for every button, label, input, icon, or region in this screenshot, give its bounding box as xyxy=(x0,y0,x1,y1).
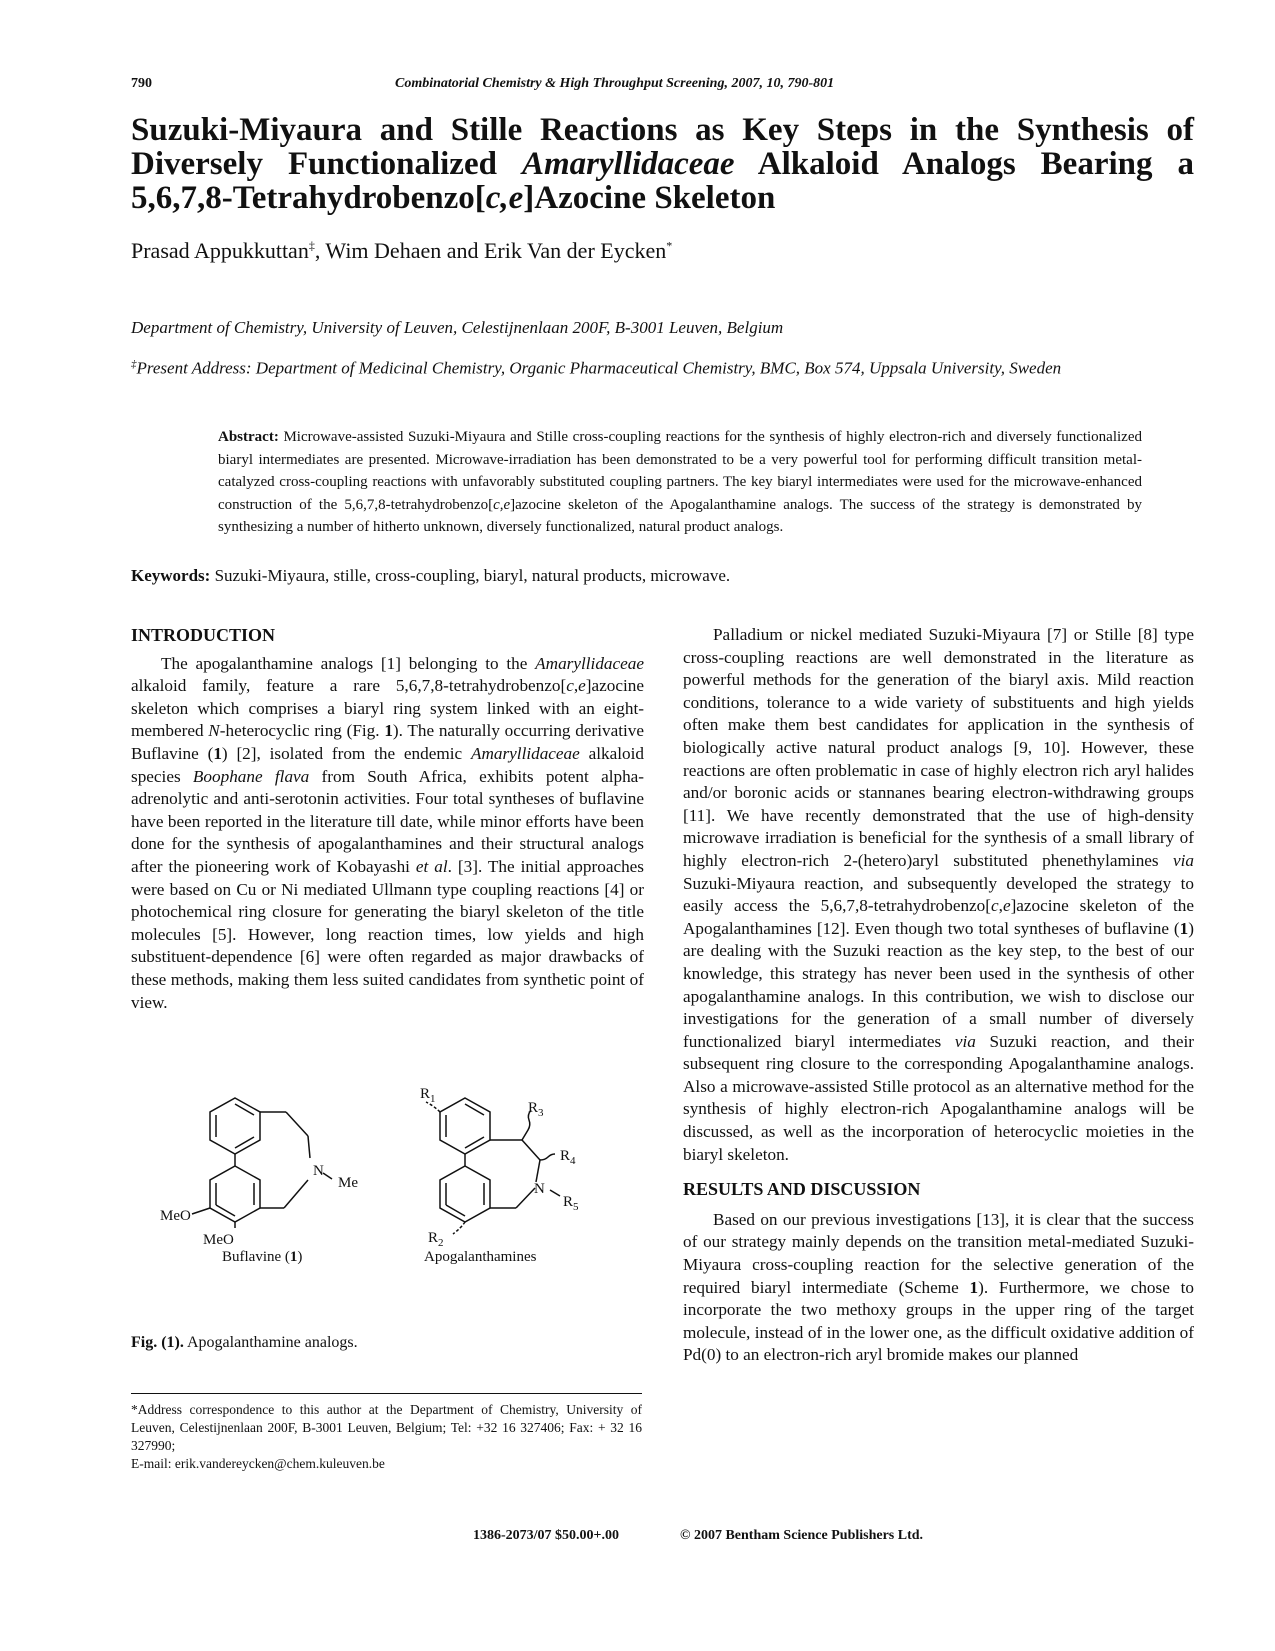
buflavine-structure xyxy=(192,1098,332,1228)
methoxy-label-2: MeO xyxy=(203,1232,234,1248)
apogalanthamines-label: Apogalanthamines xyxy=(424,1249,537,1265)
journal-citation: Combinatorial Chemistry & High Throughput Screening, 2007, 10, 790-801 xyxy=(395,76,835,91)
intro-paragraph: The apogalanthamine analogs [1] belonging to the Amaryllidaceae alkaloid family, feature a rare 5,6,7,8-tetrahydrobenzo[c,e]azocine skeleton which comprises a biaryl ring system linked with an eight-membered N-heterocyclic ring (Fig. 1). The naturally occurring derivative Buflavine (1) [2], isolated from the endemic Amaryllidaceae alkaloid species Boophane flava from South Africa, exhibits potent alpha-adrenolytic and anti-serotonin activities. Four total syntheses of buflavine have been reported in the literature till date, while minor efforts have been done for the synthesis of apogalanthamines and their structural analogs after the pioneering work of Kobayashi et al. [3]. The initial approaches were based on Cu or Ni mediated Ullmann type coupling reactions [4] or photochemical ring closure for generating the biaryl skeleton of the title molecules [5]. However, long reaction times, low yields and high substituent-dependence [6] were often regarded as major drawbacks of these methods, making them less suited candidates from synthetic point of view. xyxy=(131,653,645,1012)
correspondence-footnote: *Address correspondence to this author at the Department of Chemistry, University of Leuven, Celestijnenlaan 200F, B-3001 Leuven, Belgium; Tel: +32 16 327406; Fax: + 32 16 327990; E-mail: erik.vandereycken@chem.kuleuven.be xyxy=(131,1402,642,1471)
page-number: 790 xyxy=(131,76,152,91)
abstract: Abstract: Microwave-assisted Suzuki-Miyaura and Stille cross-coupling reactions for the synthesis of highly electron-rich and diversely functionalized biaryl intermediates are presented. Microwave-irradiation has been demonstrated to be a very powerful tool for performing difficult transition metal-catalyzed cross-coupling reactions with unfavorably substituted coupling partners. The key biaryl intermediates were used for the microwave-enhanced construction of the 5,6,7,8-tetrahydrobenzo[c,e]azocine skeleton of the Apogalanthamine analogs. The success of the strategy is demonstrated by synthesizing a number of hitherto unknown, diversely functionalized, natural product analogs. xyxy=(218,429,1142,535)
author-list: Prasad Appukkuttan‡, Wim Dehaen and Erik Van der Eycken* xyxy=(131,238,673,263)
r5-label: $R_5$ xyxy=(563,1194,579,1213)
copyright-line: © 2007 Bentham Science Publishers Ltd. xyxy=(680,1528,924,1543)
present-address: ‡Present Address: Department of Medicinal Chemistry, Organic Pharmaceutical Chemistry, BMC, Box 574, Uppsala University, Sweden xyxy=(131,358,1062,378)
buflavine-label: Buflavine (1) xyxy=(222,1249,303,1265)
r4-label: $R_4$ xyxy=(560,1148,576,1167)
r3-label: $R_3$ xyxy=(528,1100,544,1119)
footnote-divider xyxy=(131,1393,642,1394)
nitrogen-label-2: N xyxy=(534,1181,545,1197)
keywords: Keywords: Suzuki-Miyaura, stille, cross-coupling, biaryl, natural products, microwave. xyxy=(131,566,731,585)
body-paragraph: Palladium or nickel mediated Suzuki-Miyaura [7] or Stille [8] type cross-coupling reactions are well demonstrated in the literature as powerful methods for the generation of the biaryl axis. Mild reaction conditions, tolerance to a wide variety of substituents and high yields often make them best candidates for application in the synthesis of biologically active natural product analogs [9, 10]. However, these reactions are often problematic in case of highly electron rich aryl halides and/or boronic acids or stannanes bearing electron-withdrawing groups [11]. We have recently demonstrated that the use of high-density microwave irradiation is beneficial for the synthesis of a small library of highly electron-rich 2-(hetero)aryl substituted phenethylamines via Suzuki-Miyaura reaction, and subsequently developed the strategy to easily access the 5,6,7,8-tetrahydrobenzo[c,e]azocine skeleton of the Apogalanthamines [12]. Even though two total syntheses of buflavine (1) are dealing with the Suzuki reaction as the key step, to the best of our knowledge, this strategy has never been used in the synthesis of other apogalanthamine analogs. In this contribution, we wish to disclose our investigations for the generation of a small number of diversely functionalized biaryl intermediates via Suzuki reaction, and their subsequent ring closure to the corresponding Apogalanthamine analogs. Also a microwave-assisted Stille protocol as an alternative method for the synthesis of highly electron-rich Apogalanthamine analogs will be discussed, as well as the incorporation of heterocyclic moieties in the biaryl skeleton. xyxy=(683,625,1195,1164)
left-column xyxy=(131,624,644,1014)
methoxy-label-1: MeO xyxy=(160,1208,191,1224)
r1-label: $R_1$ xyxy=(420,1086,436,1105)
nitrogen-label-1: N xyxy=(313,1163,324,1179)
paper-title: Suzuki-Miyaura and Stille Reactions as Key Steps in the Synthesis of Diversely Functionalized Amaryllidaceae Alkaloid Analogs Bearing a 5,6,7,8-Tetrahydrobenzo[c,e]Azocine Skeleton xyxy=(131,112,1194,216)
r2-label: $R_2$ xyxy=(428,1230,444,1249)
figure-caption: Fig. (1). Apogalanthamine analogs. xyxy=(131,1334,358,1351)
figure-structures xyxy=(150,1080,610,1270)
right-column xyxy=(683,624,1194,1367)
issn-line: 1386-2073/07 $50.00+.00 xyxy=(473,1528,620,1543)
methyl-label: Me xyxy=(338,1175,358,1191)
body-paragraph: Based on our previous investigations [13], it is clear that the success of our strategy mainly depends on the transition metal-mediated Suzuki-Miyaura cross-coupling reaction for the selective generation of the required biaryl intermediate (Scheme 1). Furthermore, we chose to incorporate the two methoxy groups in the upper ring of the target molecule, instead of in the lower one, as the difficult oxidative addition of Pd(0) to an electron-rich aryl bromide makes our planned xyxy=(683,1209,1194,1365)
affiliation: Department of Chemistry, University of Leuven, Celestijnenlaan 200F, B-3001 Leuven, Belgium xyxy=(131,318,784,337)
section-heading-introduction: INTRODUCTION xyxy=(131,625,276,645)
section-heading-results: RESULTS AND DISCUSSION xyxy=(683,1179,921,1200)
